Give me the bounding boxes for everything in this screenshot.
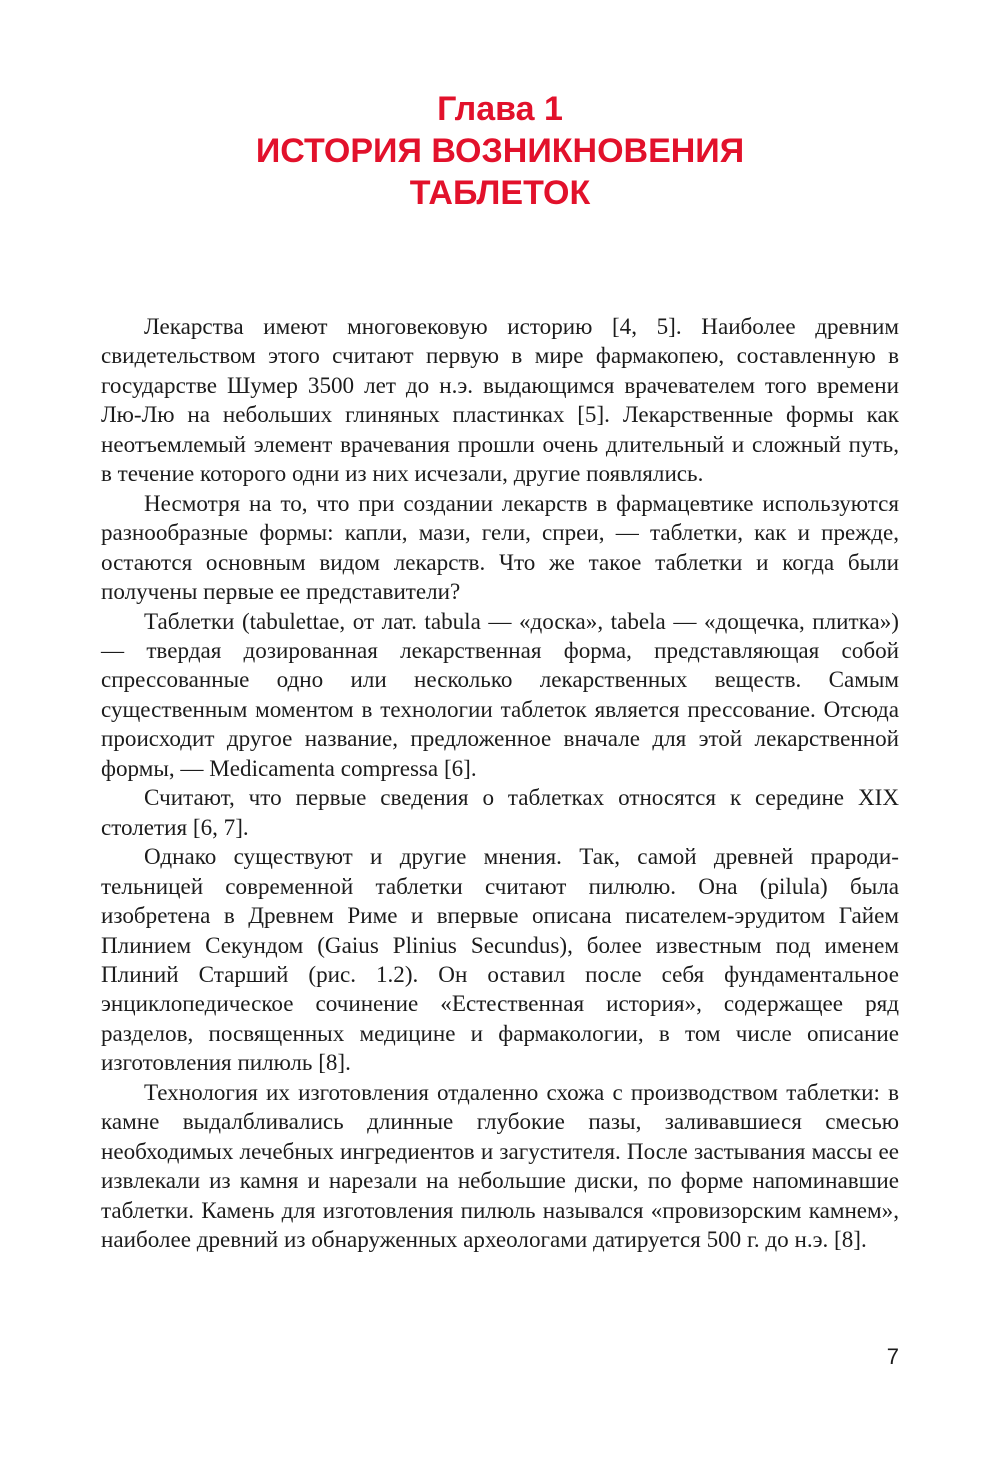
body-text — [101, 312, 899, 1255]
chapter-label: Глава 1 — [437, 90, 563, 128]
chapter-title-line-1: ИСТОРИЯ ВОЗНИКНОВЕНИЯ — [255, 132, 745, 170]
page-number: 7 — [886, 1344, 899, 1369]
paragraph: Считают, что первые сведения о таблетках относятся к середине XIX столетия [6, 7]. — [101, 784, 899, 840]
paragraph: Несмотря на то, что при создании лекарств в фармацевтике используются разнообразные формы: капли, мази, гели, спреи, — таблетки, как и прежде, остаются основным видом лекарств. Что же такое таблетки и когда были получены первые ее представители? — [101, 489, 899, 605]
chapter-heading — [0, 88, 1000, 214]
paragraph: Таблетки (tabulettae, от лат. tabula — «доска», tabela — «дощечка, плитка») — твердая дозированная лекарственная форма, представляющая собой спрессованные одно или несколько лекарственных веществ. Самым существенным моментом в технологии таблеток является прессование. Отсюда происходит другое название, предложенное вначале для этой лекарственной формы, — Medicamenta compressa [6]. — [101, 607, 899, 781]
chapter-title-line-2: ТАБЛЕТОК — [409, 174, 591, 212]
paragraph: Лекарства имеют многовековую историю [4, 5]. Наиболее древним свидетельством этого считают первую в мире фармакопею, составленную в государстве Шумер 3500 лет до н.э. выдающимся врачевателем того времени Лю-Лю на небольших глиняных пластинках [5]. Лекарственные формы как неотъемлемый элемент врачевания прошли очень длительный и сложный путь, в течение которого одни из них исчезали, другие появлялись. — [101, 313, 899, 487]
paragraph: Однако существуют и другие мнения. Так, самой древней прародительницей современной таблетки считают пилюлю. Она (pilula) была изобретена в Древнем Риме и впервые описана писателем-эрудитом Гайем Плинием Секундом (Gaius Plinius Secundus), более известным под именем Плиний Старший (рис. 1.2). Он оставил после себя фундаментальное энциклопедическое сочинение «Естественная история», содержащее ряд разделов, посвященных медицине и фармакологии, в том числе описание изготовления пилюль [8]. — [101, 843, 899, 1076]
paragraph: Технология их изготовления отдаленно схожа с производством таблетки: в камне выдалбливались длинные глубокие пазы, заливавшиеся смесью необходимых лечебных ингредиентов и загустителя. После застывания массы ее извлекали из камня и нарезали на небольшие диски, по форме напоминавшие таблетки. Камень для изготовления пилюль назывался «провизорским камнем», наиболее древний из обнаруженных археологами датируется 500 г. до н.э. [8]. — [101, 1078, 899, 1253]
